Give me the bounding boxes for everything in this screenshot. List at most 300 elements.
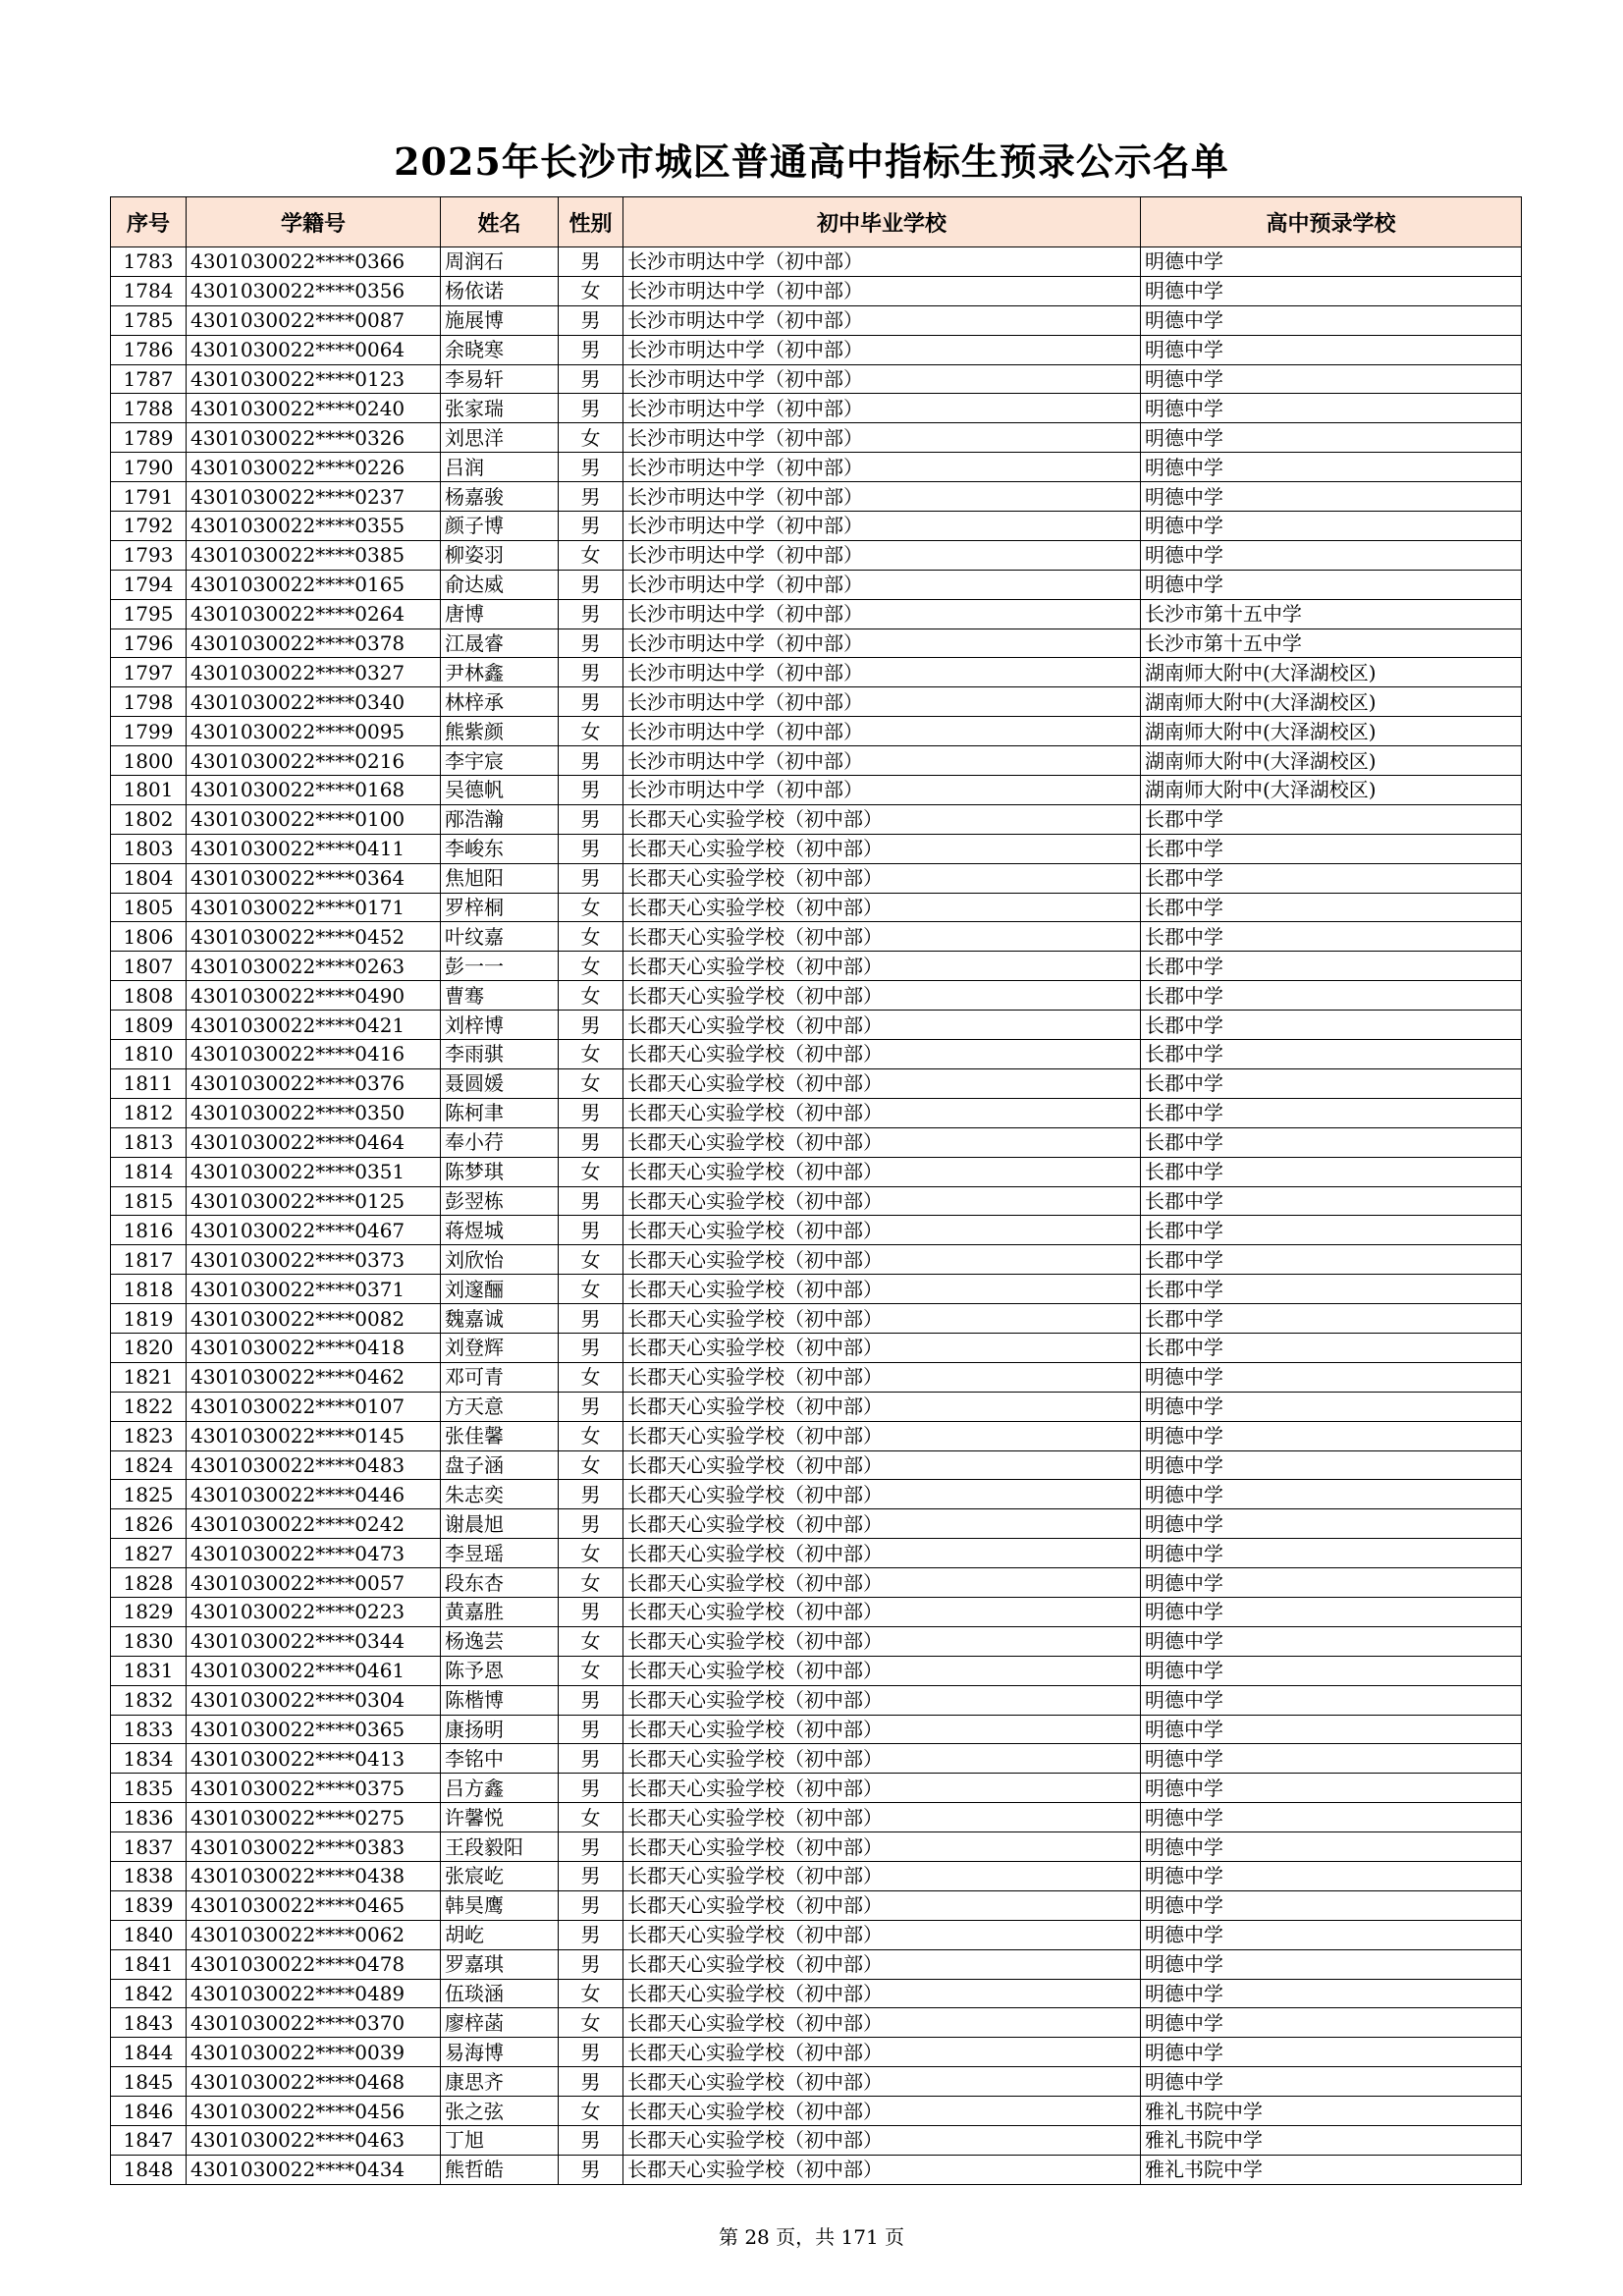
cell-high-school: 明德中学 [1141, 1626, 1522, 1656]
cell-high-school: 明德中学 [1141, 1715, 1522, 1744]
cell-high-school: 雅礼书院中学 [1141, 2126, 1522, 2156]
cell-serial-no: 1848 [111, 2155, 187, 2184]
cell-middle-school: 长郡天心实验学校（初中部） [623, 1715, 1141, 1744]
cell-serial-no: 1796 [111, 629, 187, 658]
cell-name: 罗梓桐 [441, 893, 559, 922]
cell-middle-school: 长沙市明达中学（初中部） [623, 687, 1141, 717]
table-row [111, 2126, 1522, 2156]
cell-gender: 女 [559, 1245, 623, 1275]
cell-high-school: 长郡中学 [1141, 1216, 1522, 1245]
table-row [111, 1890, 1522, 1920]
cell-name: 奉小荇 [441, 1127, 559, 1157]
cell-gender: 女 [559, 1157, 623, 1186]
cell-name: 许馨悦 [441, 1803, 559, 1832]
cell-middle-school: 长沙市明达中学（初中部） [623, 717, 1141, 746]
table-row [111, 1127, 1522, 1157]
cell-high-school: 长郡中学 [1141, 1333, 1522, 1362]
cell-serial-no: 1829 [111, 1597, 187, 1626]
cell-middle-school: 长郡天心实验学校（初中部） [623, 2097, 1141, 2126]
cell-name: 颜子博 [441, 512, 559, 541]
cell-student-id: 4301030022****0464 [187, 1127, 441, 1157]
cell-name: 陈柯聿 [441, 1098, 559, 1127]
table-row [111, 1392, 1522, 1421]
cell-middle-school: 长沙市明达中学（初中部） [623, 540, 1141, 570]
cell-student-id: 4301030022****0465 [187, 1890, 441, 1920]
cell-student-id: 4301030022****0340 [187, 687, 441, 717]
cell-student-id: 4301030022****0240 [187, 394, 441, 423]
cell-high-school: 长郡中学 [1141, 1304, 1522, 1334]
cell-gender: 男 [559, 1744, 623, 1774]
cell-serial-no: 1807 [111, 952, 187, 981]
cell-gender: 女 [559, 981, 623, 1011]
cell-gender: 女 [559, 1040, 623, 1069]
cell-gender: 男 [559, 1861, 623, 1890]
cell-serial-no: 1823 [111, 1421, 187, 1450]
cell-student-id: 4301030022****0304 [187, 1685, 441, 1715]
cell-gender: 男 [559, 335, 623, 364]
table-row [111, 540, 1522, 570]
table-row [111, 1333, 1522, 1362]
cell-name: 刘邃酾 [441, 1275, 559, 1304]
cell-middle-school: 长郡天心实验学校（初中部） [623, 1362, 1141, 1392]
cell-student-id: 4301030022****0490 [187, 981, 441, 1011]
cell-name: 唐博 [441, 599, 559, 629]
cell-high-school: 湖南师大附中(大泽湖校区) [1141, 717, 1522, 746]
table-row [111, 2097, 1522, 2126]
cell-name: 丁旭 [441, 2126, 559, 2156]
table-row [111, 2038, 1522, 2067]
cell-high-school: 明德中学 [1141, 1949, 1522, 1979]
cell-student-id: 4301030022****0125 [187, 1186, 441, 1216]
cell-high-school: 明德中学 [1141, 1979, 1522, 2008]
cell-middle-school: 长郡天心实验学校（初中部） [623, 1011, 1141, 1040]
cell-gender: 男 [559, 1392, 623, 1421]
cell-serial-no: 1839 [111, 1890, 187, 1920]
cell-student-id: 4301030022****0383 [187, 1832, 441, 1862]
cell-student-id: 4301030022****0411 [187, 834, 441, 863]
cell-high-school: 雅礼书院中学 [1141, 2097, 1522, 2126]
cell-student-id: 4301030022****0478 [187, 1949, 441, 1979]
cell-high-school: 明德中学 [1141, 2008, 1522, 2038]
cell-high-school: 长郡中学 [1141, 922, 1522, 952]
cell-student-id: 4301030022****0165 [187, 570, 441, 599]
cell-name: 张家瑞 [441, 394, 559, 423]
cell-gender: 女 [559, 423, 623, 453]
cell-name: 柳姿羽 [441, 540, 559, 570]
cell-gender: 女 [559, 717, 623, 746]
cell-student-id: 4301030022****0082 [187, 1304, 441, 1334]
cell-name: 杨依诺 [441, 276, 559, 305]
cell-high-school: 长郡中学 [1141, 1011, 1522, 1040]
cell-student-id: 4301030022****0413 [187, 1744, 441, 1774]
cell-name: 罗嘉琪 [441, 1949, 559, 1979]
cell-name: 李宇宸 [441, 746, 559, 776]
cell-middle-school: 长沙市明达中学（初中部） [623, 776, 1141, 805]
cell-high-school: 明德中学 [1141, 1744, 1522, 1774]
cell-high-school: 明德中学 [1141, 1421, 1522, 1450]
cell-serial-no: 1843 [111, 2008, 187, 2038]
cell-name: 韩昊鹰 [441, 1890, 559, 1920]
table-row [111, 364, 1522, 394]
table-row [111, 1509, 1522, 1539]
table-row [111, 335, 1522, 364]
cell-gender: 男 [559, 863, 623, 893]
cell-gender: 男 [559, 1333, 623, 1362]
cell-middle-school: 长郡天心实验学校（初中部） [623, 1949, 1141, 1979]
cell-gender: 女 [559, 1421, 623, 1450]
cell-gender: 男 [559, 482, 623, 512]
cell-gender: 男 [559, 776, 623, 805]
cell-gender: 男 [559, 629, 623, 658]
table-row [111, 1656, 1522, 1685]
cell-serial-no: 1795 [111, 599, 187, 629]
table-row [111, 1216, 1522, 1245]
cell-gender: 女 [559, 952, 623, 981]
roster-body [111, 247, 1522, 2185]
cell-serial-no: 1832 [111, 1685, 187, 1715]
cell-gender: 女 [559, 276, 623, 305]
cell-student-id: 4301030022****0326 [187, 423, 441, 453]
cell-student-id: 4301030022****0438 [187, 1861, 441, 1890]
cell-name: 康扬明 [441, 1715, 559, 1744]
cell-serial-no: 1789 [111, 423, 187, 453]
cell-high-school: 明德中学 [1141, 1597, 1522, 1626]
cell-serial-no: 1794 [111, 570, 187, 599]
cell-serial-no: 1825 [111, 1480, 187, 1509]
cell-student-id: 4301030022****0416 [187, 1040, 441, 1069]
cell-high-school: 明德中学 [1141, 512, 1522, 541]
table-row [111, 394, 1522, 423]
cell-name: 李铭中 [441, 1744, 559, 1774]
cell-student-id: 4301030022****0237 [187, 482, 441, 512]
header-student-id: 学籍号 [187, 197, 441, 247]
cell-serial-no: 1814 [111, 1157, 187, 1186]
cell-gender: 男 [559, 1127, 623, 1157]
cell-name: 熊哲皓 [441, 2155, 559, 2184]
cell-high-school: 明德中学 [1141, 1450, 1522, 1480]
cell-serial-no: 1830 [111, 1626, 187, 1656]
cell-middle-school: 长郡天心实验学校（初中部） [623, 2126, 1141, 2156]
cell-serial-no: 1833 [111, 1715, 187, 1744]
cell-gender: 男 [559, 1920, 623, 1949]
cell-middle-school: 长郡天心实验学校（初中部） [623, 1216, 1141, 1245]
table-row [111, 804, 1522, 834]
cell-gender: 男 [559, 687, 623, 717]
cell-middle-school: 长沙市明达中学（初中部） [623, 276, 1141, 305]
table-row [111, 1480, 1522, 1509]
cell-serial-no: 1788 [111, 394, 187, 423]
cell-name: 林梓承 [441, 687, 559, 717]
table-row [111, 1774, 1522, 1803]
cell-name: 廖梓菡 [441, 2008, 559, 2038]
cell-name: 陈予恩 [441, 1656, 559, 1685]
cell-gender: 男 [559, 804, 623, 834]
cell-serial-no: 1804 [111, 863, 187, 893]
cell-name: 叶纹嘉 [441, 922, 559, 952]
cell-middle-school: 长郡天心实验学校（初中部） [623, 2155, 1141, 2184]
cell-name: 段东杏 [441, 1568, 559, 1598]
cell-high-school: 长郡中学 [1141, 1157, 1522, 1186]
cell-gender: 男 [559, 746, 623, 776]
cell-middle-school: 长郡天心实验学校（初中部） [623, 893, 1141, 922]
cell-gender: 女 [559, 1568, 623, 1598]
cell-student-id: 4301030022****0468 [187, 2067, 441, 2097]
cell-name: 方天意 [441, 1392, 559, 1421]
cell-high-school: 明德中学 [1141, 1392, 1522, 1421]
cell-gender: 男 [559, 2038, 623, 2067]
cell-student-id: 4301030022****0107 [187, 1392, 441, 1421]
cell-serial-no: 1800 [111, 746, 187, 776]
cell-name: 熊紫颜 [441, 717, 559, 746]
cell-middle-school: 长郡天心实验学校（初中部） [623, 1275, 1141, 1304]
cell-middle-school: 长沙市明达中学（初中部） [623, 335, 1141, 364]
cell-gender: 男 [559, 394, 623, 423]
cell-high-school: 长郡中学 [1141, 952, 1522, 981]
cell-middle-school: 长郡天心实验学校（初中部） [623, 2038, 1141, 2067]
cell-serial-no: 1838 [111, 1861, 187, 1890]
cell-gender: 女 [559, 1979, 623, 2008]
cell-name: 魏嘉诚 [441, 1304, 559, 1334]
cell-middle-school: 长郡天心实验学校（初中部） [623, 1774, 1141, 1803]
table-row [111, 1861, 1522, 1890]
cell-high-school: 长郡中学 [1141, 1275, 1522, 1304]
table-row [111, 512, 1522, 541]
cell-student-id: 4301030022****0489 [187, 1979, 441, 2008]
cell-name: 尹林鑫 [441, 658, 559, 687]
cell-high-school: 明德中学 [1141, 1656, 1522, 1685]
cell-high-school: 明德中学 [1141, 482, 1522, 512]
cell-high-school: 明德中学 [1141, 1890, 1522, 1920]
cell-student-id: 4301030022****0446 [187, 1480, 441, 1509]
cell-name: 余晓寒 [441, 335, 559, 364]
cell-gender: 男 [559, 658, 623, 687]
cell-high-school: 明德中学 [1141, 1685, 1522, 1715]
cell-gender: 男 [559, 2155, 623, 2184]
cell-middle-school: 长郡天心实验学校（初中部） [623, 1304, 1141, 1334]
cell-student-id: 4301030022****0483 [187, 1450, 441, 1480]
cell-gender: 男 [559, 364, 623, 394]
table-row [111, 1685, 1522, 1715]
cell-middle-school: 长沙市明达中学（初中部） [623, 570, 1141, 599]
cell-middle-school: 长沙市明达中学（初中部） [623, 746, 1141, 776]
cell-serial-no: 1826 [111, 1509, 187, 1539]
cell-student-id: 4301030022****0467 [187, 1216, 441, 1245]
page-footer: 第 28 页，共 171 页 [718, 2225, 905, 2249]
cell-high-school: 长郡中学 [1141, 981, 1522, 1011]
table-row [111, 981, 1522, 1011]
cell-middle-school: 长沙市明达中学（初中部） [623, 394, 1141, 423]
cell-student-id: 4301030022****0356 [187, 276, 441, 305]
cell-name: 王段毅阳 [441, 1832, 559, 1862]
cell-student-id: 4301030022****0376 [187, 1068, 441, 1098]
table-row [111, 1186, 1522, 1216]
cell-gender: 男 [559, 570, 623, 599]
cell-student-id: 4301030022****0263 [187, 952, 441, 981]
cell-student-id: 4301030022****0461 [187, 1656, 441, 1685]
cell-name: 杨逸芸 [441, 1626, 559, 1656]
table-row [111, 570, 1522, 599]
cell-middle-school: 长沙市明达中学（初中部） [623, 453, 1141, 482]
cell-serial-no: 1787 [111, 364, 187, 394]
cell-gender: 男 [559, 1098, 623, 1127]
cell-name: 聂圆媛 [441, 1068, 559, 1098]
cell-high-school: 长郡中学 [1141, 1040, 1522, 1069]
header-high-school: 高中预录学校 [1141, 197, 1522, 247]
cell-name: 朱志奕 [441, 1480, 559, 1509]
cell-name: 刘梓博 [441, 1011, 559, 1040]
table-row [111, 1715, 1522, 1744]
cell-middle-school: 长郡天心实验学校（初中部） [623, 1186, 1141, 1216]
cell-student-id: 4301030022****0171 [187, 893, 441, 922]
cell-student-id: 4301030022****0327 [187, 658, 441, 687]
table-row [111, 746, 1522, 776]
cell-name: 谢晨旭 [441, 1509, 559, 1539]
cell-high-school: 明德中学 [1141, 1774, 1522, 1803]
cell-serial-no: 1785 [111, 305, 187, 335]
table-row [111, 1744, 1522, 1774]
cell-gender: 女 [559, 1450, 623, 1480]
cell-student-id: 4301030022****0473 [187, 1539, 441, 1568]
cell-gender: 男 [559, 2126, 623, 2156]
cell-middle-school: 长郡天心实验学校（初中部） [623, 1568, 1141, 1598]
cell-high-school: 明德中学 [1141, 2067, 1522, 2097]
cell-student-id: 4301030022****0421 [187, 1011, 441, 1040]
table-row [111, 2067, 1522, 2097]
cell-gender: 男 [559, 834, 623, 863]
cell-student-id: 4301030022****0452 [187, 922, 441, 952]
table-row [111, 658, 1522, 687]
cell-student-id: 4301030022****0434 [187, 2155, 441, 2184]
table-row [111, 1597, 1522, 1626]
cell-high-school: 长郡中学 [1141, 1068, 1522, 1098]
cell-middle-school: 长沙市明达中学（初中部） [623, 512, 1141, 541]
cell-name: 刘登辉 [441, 1333, 559, 1362]
cell-middle-school: 长郡天心实验学校（初中部） [623, 1597, 1141, 1626]
cell-high-school: 明德中学 [1141, 570, 1522, 599]
cell-student-id: 4301030022****0385 [187, 540, 441, 570]
cell-gender: 男 [559, 512, 623, 541]
cell-high-school: 明德中学 [1141, 1539, 1522, 1568]
cell-high-school: 明德中学 [1141, 453, 1522, 482]
cell-middle-school: 长郡天心实验学校（初中部） [623, 1157, 1141, 1186]
cell-name: 李雨骐 [441, 1040, 559, 1069]
cell-student-id: 4301030022****0364 [187, 863, 441, 893]
cell-serial-no: 1790 [111, 453, 187, 482]
cell-name: 施展博 [441, 305, 559, 335]
cell-high-school: 明德中学 [1141, 305, 1522, 335]
cell-serial-no: 1812 [111, 1098, 187, 1127]
cell-middle-school: 长郡天心实验学校（初中部） [623, 1920, 1141, 1949]
cell-name: 刘欣怡 [441, 1245, 559, 1275]
cell-name: 吴德帆 [441, 776, 559, 805]
cell-name: 李峻东 [441, 834, 559, 863]
cell-student-id: 4301030022****0371 [187, 1275, 441, 1304]
cell-serial-no: 1837 [111, 1832, 187, 1862]
cell-serial-no: 1801 [111, 776, 187, 805]
cell-gender: 女 [559, 1626, 623, 1656]
cell-middle-school: 长郡天心实验学校（初中部） [623, 1040, 1141, 1069]
cell-student-id: 4301030022****0168 [187, 776, 441, 805]
cell-student-id: 4301030022****0350 [187, 1098, 441, 1127]
cell-student-id: 4301030022****0344 [187, 1626, 441, 1656]
cell-gender: 女 [559, 540, 623, 570]
cell-middle-school: 长郡天心实验学校（初中部） [623, 1127, 1141, 1157]
cell-serial-no: 1802 [111, 804, 187, 834]
cell-name: 曹骞 [441, 981, 559, 1011]
cell-high-school: 长郡中学 [1141, 1186, 1522, 1216]
cell-student-id: 4301030022****0418 [187, 1333, 441, 1362]
cell-serial-no: 1815 [111, 1186, 187, 1216]
cell-serial-no: 1786 [111, 335, 187, 364]
table-row [111, 1157, 1522, 1186]
table-row [111, 629, 1522, 658]
table-row [111, 1068, 1522, 1098]
cell-gender: 男 [559, 1304, 623, 1334]
table-row [111, 1362, 1522, 1392]
cell-middle-school: 长郡天心实验学校（初中部） [623, 1656, 1141, 1685]
table-row [111, 776, 1522, 805]
cell-serial-no: 1813 [111, 1127, 187, 1157]
cell-serial-no: 1847 [111, 2126, 187, 2156]
cell-middle-school: 长郡天心实验学校（初中部） [623, 863, 1141, 893]
cell-high-school: 长郡中学 [1141, 834, 1522, 863]
cell-student-id: 4301030022****0351 [187, 1157, 441, 1186]
cell-name: 俞达威 [441, 570, 559, 599]
cell-serial-no: 1819 [111, 1304, 187, 1334]
cell-name: 江晟睿 [441, 629, 559, 658]
table-row [111, 482, 1522, 512]
cell-serial-no: 1817 [111, 1245, 187, 1275]
cell-gender: 男 [559, 1480, 623, 1509]
cell-student-id: 4301030022****0095 [187, 717, 441, 746]
cell-student-id: 4301030022****0062 [187, 1920, 441, 1949]
header-serial-no: 序号 [111, 197, 187, 247]
cell-student-id: 4301030022****0365 [187, 1715, 441, 1744]
cell-middle-school: 长郡天心实验学校（初中部） [623, 1098, 1141, 1127]
cell-name: 张佳馨 [441, 1421, 559, 1450]
cell-serial-no: 1827 [111, 1539, 187, 1568]
cell-name: 李易轩 [441, 364, 559, 394]
cell-high-school: 明德中学 [1141, 1480, 1522, 1509]
cell-high-school: 长郡中学 [1141, 893, 1522, 922]
cell-serial-no: 1822 [111, 1392, 187, 1421]
cell-middle-school: 长郡天心实验学校（初中部） [623, 1333, 1141, 1362]
cell-middle-school: 长郡天心实验学校（初中部） [623, 834, 1141, 863]
cell-gender: 男 [559, 1890, 623, 1920]
cell-student-id: 4301030022****0216 [187, 746, 441, 776]
cell-gender: 女 [559, 893, 623, 922]
cell-serial-no: 1803 [111, 834, 187, 863]
cell-serial-no: 1797 [111, 658, 187, 687]
cell-student-id: 4301030022****0462 [187, 1362, 441, 1392]
cell-name: 彭一一 [441, 952, 559, 981]
table-row [111, 1098, 1522, 1127]
cell-serial-no: 1841 [111, 1949, 187, 1979]
cell-gender: 女 [559, 2008, 623, 2038]
header-gender: 性别 [559, 197, 623, 247]
cell-serial-no: 1811 [111, 1068, 187, 1098]
cell-gender: 女 [559, 1275, 623, 1304]
cell-student-id: 4301030022****0366 [187, 247, 441, 277]
cell-serial-no: 1834 [111, 1744, 187, 1774]
cell-serial-no: 1846 [111, 2097, 187, 2126]
cell-middle-school: 长郡天心实验学校（初中部） [623, 981, 1141, 1011]
table-row [111, 1803, 1522, 1832]
cell-middle-school: 长沙市明达中学（初中部） [623, 629, 1141, 658]
cell-high-school: 明德中学 [1141, 1803, 1522, 1832]
cell-name: 陈楷博 [441, 1685, 559, 1715]
cell-high-school: 长郡中学 [1141, 863, 1522, 893]
